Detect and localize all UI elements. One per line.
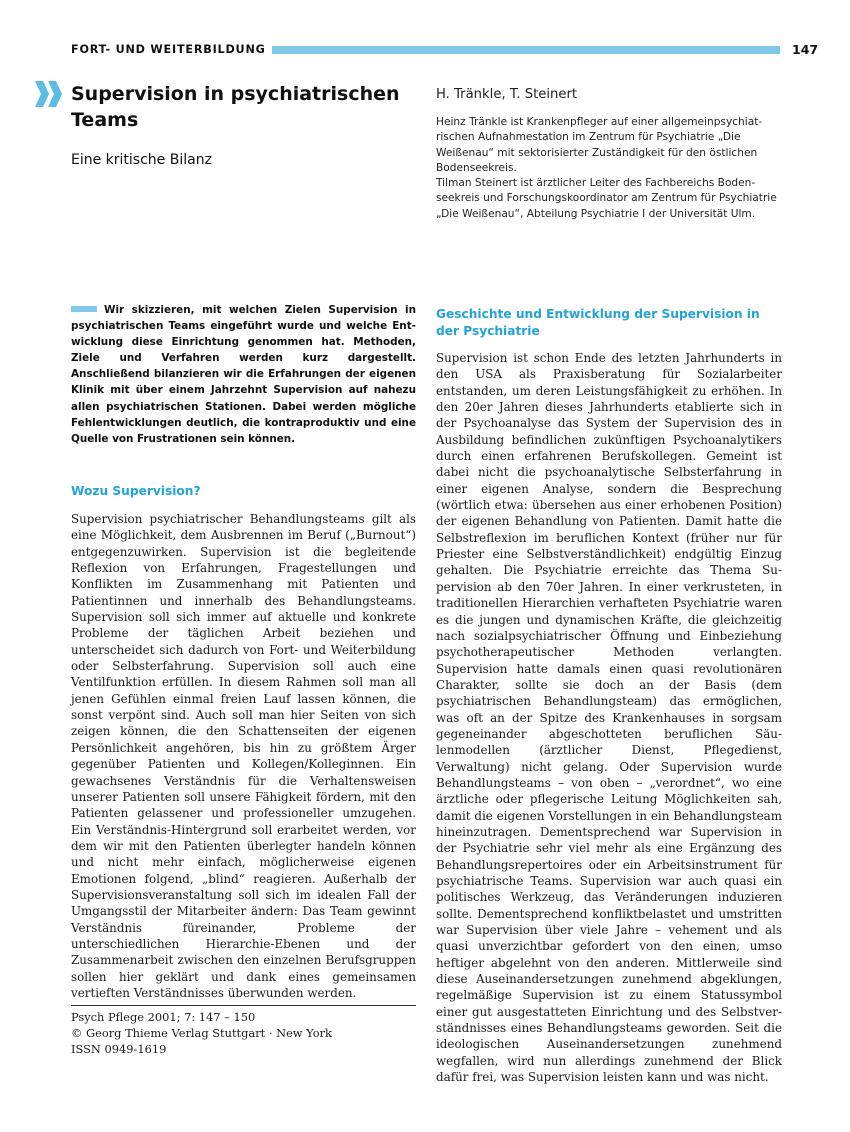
abstract xyxy=(71,302,416,447)
section-label: FORT- UND WEITERBILDUNG xyxy=(71,43,266,56)
issn: ISSN 0949-1619 xyxy=(71,1042,167,1057)
citation-footer xyxy=(71,1009,416,1058)
header-bar xyxy=(272,46,780,54)
footer-rule xyxy=(71,1005,416,1006)
abstract-marker xyxy=(71,306,97,312)
article-subtitle: Eine kritische Bilanz xyxy=(71,152,212,168)
page-number: 147 xyxy=(792,42,819,57)
section-heading-wozu: Wozu Supervision? xyxy=(71,484,201,498)
author-info-traenkle: Heinz Tränkle ist Krankenpfleger auf einer allgemeinpsychiatrischen Aufnahmestation im Zentrum für Psychiatrie „Die Weißenau“ mit sektorisierter Zuständigkeit für den östlichen Bodenseekreis. xyxy=(436,116,763,174)
section-heading-geschichte: Geschichte und Entwicklung der Supervision in der Psychiatrie xyxy=(436,307,760,338)
quote-marks-icon xyxy=(35,81,63,107)
article-title: Supervision in psychiatrischen Teams xyxy=(71,83,400,131)
author-info xyxy=(436,115,791,222)
citation: Psych Pflege 2001; 7: 147 – 150 xyxy=(71,1010,256,1024)
copyright: © Georg Thieme Verlag Stuttgart · New York xyxy=(71,1026,332,1041)
article-authors: H. Tränkle, T. Steinert xyxy=(436,87,578,102)
section-text-geschichte: Supervision ist schon Ende des letzten Jahrhunderts in den USA als Praxisberatung für Sozialarbeiter entstanden, um deren Leistungsfähigkeit zu erhöhen. In den 20er Jahren dieses Jahrhunderts etablierte sich in der Psychoanalyse das System der Supervision des in Ausbildung befindlichen zukünftigen Psychoanalytikers durch einen erfahrenen Berufskollegen. Gemeint ist dabei nicht die psychoanalytische Selbsterfahrung in einer eigenen Analyse, sondern die Besprechung (wörtlich etwa: übersehen aus einer erhobenen Position) der eigenen Behandlung von Patienten. Damit hatte die Selbstreflexion im beruflichen Kontext (früher nur für Priester eine Selbstverständlichkeit) endgültig Einzug gehalten. Die Psychiatrie erreichte das Thema Supervision ab den 70er Jahren. In einer verkrusteten, in traditionellen Hierarchien verhafteten Psychiatrie waren es die jungen und dynamischen Kräfte, die gleichzeitig nach sozialpsychiatrischer Öffnung und Einbeziehung psychotherapeutischer Methoden verlangten. Supervision hatte damals einen quasi revolutionären Charakter, sollte sie doch an der Basis (dem psychiatrischen Behandlungsteam) das ermöglichen, was oft an der Spitze des Krankenhauses in sorgsam gegeneinander abgeschotteten beruflichen Säulenmodellen (ärztlicher Dienst, Pflegedienst, Verwaltung) nicht gelang. Oder Supervision wurde Behandlungsteams – von oben – „verordnet“, wo eine ärztliche oder pflegerische Leitung Möglichkeiten sah, damit die eigenen Vorstellungen in ein Behandlungsteam hineinzutragen. Dementsprechend war Supervision in der Psychiatrie sehr viel mehr als eine Ergänzung des Behandlungsrepertoires oder ein Arbeitsinstrument für psychiatrische Teams. Supervision war auch quasi ein politisches Werkzeug, das Veränderungen induzieren sollte. Dementsprechend konfliktbelastet und umstritten war Supervision über viele Jahre – vehement und als quasi unverzichtbar gefordert von den einen, umso heftiger abgelehnt von den anderen. Mittlerweile sind diese Auseinandersetzungen zunehmend abgeklungen, regelmäßige Supervision ist zu einem Statussymbol einer gut ausgestatteten Einrichtung und des Selbstverständnisses eines Behandlungsteams geworden. Seit die ideologischen Auseinandersetzungen zunehmend wegfallen, wird nun allerdings zunehmend der Blick dafür frei, was Supervision leisten kann und was nicht. xyxy=(436,351,782,1085)
section-text-wozu: Supervision psychiatrischer Behandlungsteams gilt als eine Möglichkeit, dem Ausbrennen im Beruf („Burnout“) entgegenzuwirken. Supervision ist die begleitende Reflexion von Erfahrungen, Fragestellungen und Konflikten im Zusammenhang mit Patienten und Patientinnen und innerhalb des Behandlungsteams. Supervision soll sich immer auf aktuelle und konkrete Probleme der täglichen Arbeit beziehen und unterscheidet sich dadurch von Fort- und Weiterbildung oder Selbsterfahrung. Supervision soll auch eine Ventilfunktion erfüllen. In diesem Rahmen soll man all jenen Gefühlen einmal freien Lauf lassen können, die sonst verpönt sind. Auch soll man hier Seiten von sich zeigen können, die den Schattenseiten der eigenen Persönlichkeit angehören, bis hin zu größtem Ärger gegenüber Patienten und Kollegen/Kolleginnen. Ein gewachsenes Verständnis für die Verhaltensweisen unserer Patienten soll unsere Fähigkeit fördern, mit den Patienten gelassener und professioneller umzugehen. Ein Verständnis-Hintergrund soll erarbeitet werden, vor dem wir mit den Patienten überlegter handeln können und nicht mehr einfach, möglicherweise eigenen Emotionen folgend, „blind“ reagieren. Außerhalb der Supervisionsveranstaltung soll sich im idealen Fall der Umgangsstil der Mitarbeiter ändern: Das Team gewinnt Verständnis füreinander, Probleme der unterschiedlichen Hierarchie-Ebenen und der Zusammenarbeit zwischen den einzelnen Berufsgruppen sollen hier geklärt und dank eines gemeinsamen vertieften Verständnisses überwunden werden. xyxy=(71,512,416,1000)
abstract-text: Wir skizzieren, mit welchen Zielen Supervision in psychiatrischen Teams eingeführt wurde und welche Entwicklung diese Einrichtung genommen hat. Methoden, Ziele und Verfahren werden kurz dargestellt. Anschließend bilanzieren wir die Erfahrungen der eigenen Klinik mit über einem Jahrzehnt Supervision auf nahezu allen psychiatrischen Stationen. Dabei werden mögliche Fehlentwicklungen deutlich, die kontraproduktiv und eine Quelle von Frustrationen sein können. xyxy=(71,304,416,445)
author-info-steinert: Tilman Steinert ist ärztlicher Leiter des Fachbereichs Bodenseekreis und Forschungskoordinator am Zentrum für Psychiatrie „Die Weißenau“, Abteilung Psychiatrie I der Universität Ulm. xyxy=(436,177,777,220)
